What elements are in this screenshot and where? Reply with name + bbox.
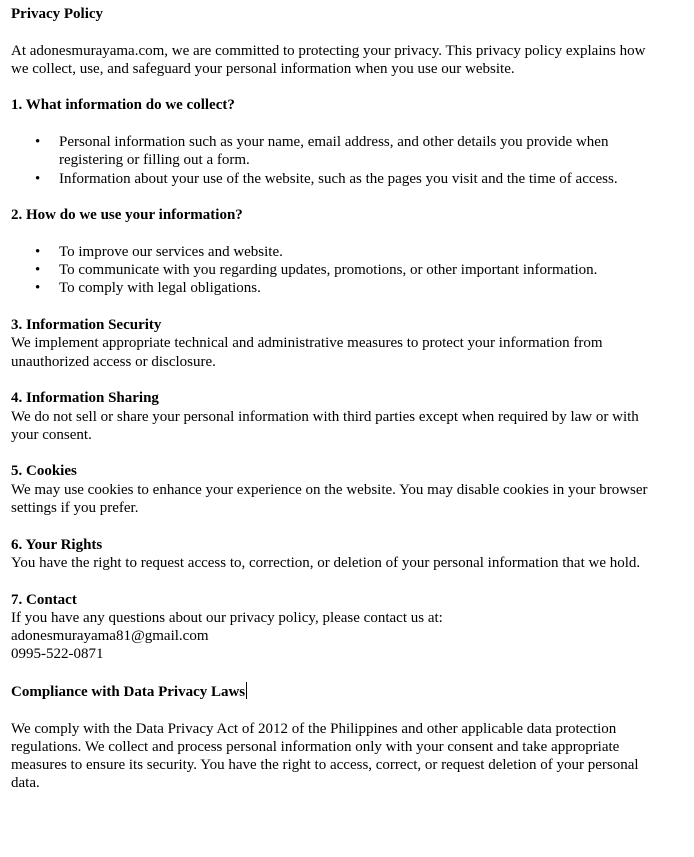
bullet-icon: •	[35, 134, 41, 151]
contact-email: adonesmurayama81@gmail.com	[11, 628, 209, 645]
list-item	[35, 243, 651, 261]
bullet-icon: •	[35, 243, 41, 260]
contact-phone: 0995-522-0871	[11, 646, 104, 663]
list-item-text: To comply with legal obligations.	[59, 280, 261, 297]
section-body-cookies: We may use cookies to enhance your experience on the website. You may disable cookies in your browser settings if you prefer.	[11, 481, 648, 517]
section-heading-rights: 6. Your Rights	[11, 536, 103, 553]
section-body-compliance: We comply with the Data Privacy Act of 2012 of the Philippines and other applicable data protection regulations. We collect and process personal information only with your consent and take appropriate measures to ensure its security. You have the right to access, correct, or request deletion of your personal data.	[11, 720, 639, 792]
section-heading-contact: 7. Contact	[11, 591, 77, 608]
section-heading-compliance: Compliance with Data Privacy Laws	[11, 683, 246, 700]
section-heading-cookies: 5. Cookies	[11, 463, 77, 480]
bullet-icon: •	[35, 262, 41, 279]
section-body-security: We implement appropriate technical and administrative measures to protect your information from unauthorized access or disclosure.	[11, 335, 603, 370]
section-body-sharing: We do not sell or share your personal information with third parties except when required by law or with your consent.	[11, 408, 639, 443]
list-item-text: To communicate with you regarding updates, promotions, or other important information.	[59, 262, 598, 279]
list-item	[35, 279, 651, 297]
page-title: Privacy Policy	[11, 6, 104, 22]
text-cursor	[246, 682, 247, 699]
compliance-heading-line	[11, 682, 651, 701]
section-body-rights: You have the right to request access to, correction, or deletion of your personal information that we hold.	[11, 554, 641, 571]
section-heading-security: 3. Information Security	[11, 317, 162, 334]
list-use	[11, 243, 651, 298]
section-heading-use: 2. How do we use your information?	[11, 207, 243, 224]
bullet-icon: •	[35, 170, 41, 187]
section-body-contact: If you have any questions about our privacy policy, please contact us at:	[11, 609, 443, 626]
list-item	[35, 170, 651, 188]
list-item-text: To improve our services and website.	[59, 243, 283, 260]
section-heading-sharing: 4. Information Sharing	[11, 390, 159, 407]
list-item	[35, 133, 651, 170]
intro-paragraph: At adonesmurayama.com, we are committed to protecting your privacy. This privacy policy explains how we collect, use, and safeguard your personal information when you use our website.	[11, 42, 646, 77]
section-heading-collect: 1. What information do we collect?	[11, 97, 235, 114]
list-item-text: Information about your use of the website, such as the pages you visit and the time of access.	[59, 170, 618, 187]
bullet-icon: •	[35, 280, 41, 297]
list-collect	[11, 133, 651, 188]
list-item	[35, 261, 651, 279]
list-item-text: Personal information such as your name, email address, and other details you provide when registering or filling out a form.	[59, 134, 609, 169]
